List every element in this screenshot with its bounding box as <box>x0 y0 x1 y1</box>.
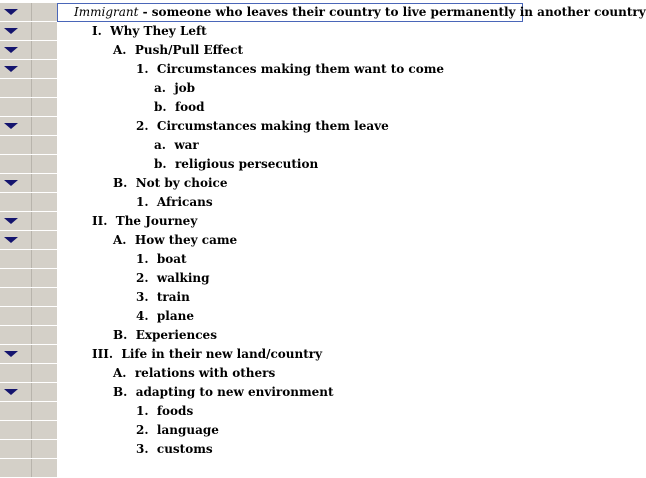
gutter-select-cell[interactable] <box>32 326 57 344</box>
row-gutter[interactable] <box>0 174 57 193</box>
outline-item-text[interactable] <box>57 307 525 326</box>
outline-row[interactable] <box>0 326 525 345</box>
outline-row[interactable] <box>0 364 525 383</box>
outline-number: A. <box>113 366 127 380</box>
gutter-select-cell[interactable] <box>32 155 57 173</box>
outline-label: How they came <box>134 233 238 247</box>
gutter-toggle-cell[interactable] <box>0 231 32 249</box>
row-gutter[interactable] <box>0 421 57 440</box>
gutter-toggle-cell[interactable] <box>0 383 32 401</box>
gutter-toggle-cell[interactable] <box>0 288 32 306</box>
outline-label: war <box>174 138 199 152</box>
outline-label: foods <box>156 404 194 418</box>
gutter-select-cell[interactable] <box>32 288 57 306</box>
outline-row[interactable] <box>0 250 525 269</box>
row-gutter[interactable] <box>0 98 57 117</box>
gutter-toggle-cell[interactable] <box>0 364 32 382</box>
collapse-triangle-icon[interactable] <box>4 47 18 53</box>
outline-label: religious persecution <box>174 157 319 171</box>
outline-row[interactable] <box>0 212 525 231</box>
collapse-triangle-icon[interactable] <box>4 218 18 224</box>
outline-row[interactable] <box>0 440 525 459</box>
spacer <box>127 366 135 380</box>
spacer <box>107 214 115 228</box>
gutter-select-cell[interactable] <box>32 41 57 59</box>
gutter-select-cell[interactable] <box>32 60 57 78</box>
outline-item-text[interactable] <box>57 402 525 421</box>
gutter-select-cell[interactable] <box>32 3 57 21</box>
gutter-toggle-cell[interactable] <box>0 212 32 230</box>
gutter-select-cell[interactable] <box>32 136 57 154</box>
gutter-toggle-cell[interactable] <box>0 402 32 420</box>
outline-label: walking <box>156 271 210 285</box>
gutter-toggle-cell[interactable] <box>0 421 32 439</box>
definition-row-text[interactable] <box>57 3 646 22</box>
outline-item-text[interactable] <box>57 117 525 136</box>
outline-number: 2. <box>136 271 149 285</box>
gutter-select-cell[interactable] <box>32 345 57 363</box>
outline-label: Circumstances making them want to come <box>156 62 445 76</box>
row-gutter[interactable] <box>0 307 57 326</box>
gutter-toggle-cell[interactable] <box>0 307 32 325</box>
outline-row[interactable] <box>0 383 525 402</box>
collapse-triangle-icon[interactable] <box>4 351 18 357</box>
collapse-triangle-icon[interactable] <box>4 9 18 15</box>
outline-row[interactable] <box>0 41 525 60</box>
gutter-select-cell[interactable] <box>32 98 57 116</box>
outline-item-text[interactable] <box>57 212 525 231</box>
outline-row[interactable] <box>0 421 525 440</box>
row-gutter[interactable] <box>0 250 57 269</box>
outline-row[interactable] <box>0 136 525 155</box>
outline-row[interactable] <box>0 174 525 193</box>
collapse-triangle-icon[interactable] <box>4 237 18 243</box>
outline-number: 1. <box>136 62 149 76</box>
gutter-select-cell[interactable] <box>32 269 57 287</box>
row-gutter[interactable] <box>0 22 57 41</box>
gutter-toggle-cell[interactable] <box>0 440 32 458</box>
gutter-select-cell[interactable] <box>32 250 57 268</box>
spacer <box>149 404 157 418</box>
outline-number: III. <box>92 347 114 361</box>
collapse-triangle-icon[interactable] <box>4 389 18 395</box>
collapse-triangle-icon[interactable] <box>4 180 18 186</box>
defined-term: Immigrant <box>74 5 139 19</box>
outline-item-text[interactable] <box>57 269 525 288</box>
outline-number: b. <box>154 157 167 171</box>
outline-label: Africans <box>156 195 213 209</box>
gutter-select-cell[interactable] <box>32 383 57 401</box>
outline-label: Life in their new land/country <box>121 347 323 361</box>
gutter-select-cell[interactable] <box>32 364 57 382</box>
spacer <box>149 309 157 323</box>
gutter-select-cell[interactable] <box>32 174 57 192</box>
row-gutter[interactable] <box>0 383 57 402</box>
gutter-select-cell[interactable] <box>32 212 57 230</box>
spacer <box>149 442 157 456</box>
spacer <box>149 62 157 76</box>
spacer <box>127 328 135 342</box>
outline-row[interactable] <box>0 402 525 421</box>
outline-item-text[interactable] <box>57 383 525 402</box>
outline-label: Why They Left <box>110 24 207 38</box>
gutter-select-cell[interactable] <box>32 22 57 40</box>
outline-number: 1. <box>136 195 149 209</box>
gutter-select-cell[interactable] <box>32 421 57 439</box>
outline-label: language <box>156 423 219 437</box>
row-gutter[interactable] <box>0 345 57 364</box>
row-gutter[interactable] <box>0 3 57 22</box>
row-gutter[interactable] <box>0 212 57 231</box>
outline-row[interactable] <box>0 193 525 212</box>
gutter-toggle-cell[interactable] <box>0 155 32 173</box>
spacer <box>149 290 157 304</box>
row-gutter[interactable] <box>0 269 57 288</box>
outline-item-text[interactable] <box>57 79 525 98</box>
outline-number: a. <box>154 138 166 152</box>
spacer <box>149 423 157 437</box>
outline-number: B. <box>113 385 128 399</box>
spacer <box>149 119 157 133</box>
row-gutter[interactable] <box>0 79 57 98</box>
outline-row[interactable] <box>0 79 525 98</box>
gutter-toggle-cell[interactable] <box>0 3 32 21</box>
gutter-select-cell[interactable] <box>32 402 57 420</box>
spacer <box>102 24 110 38</box>
row-gutter[interactable] <box>0 440 57 459</box>
spacer <box>127 176 135 190</box>
outline-item-text[interactable] <box>57 193 525 212</box>
spacer <box>149 252 157 266</box>
row-gutter[interactable] <box>0 117 57 136</box>
outline-item-text[interactable] <box>57 60 525 79</box>
gutter-select-cell[interactable] <box>32 79 57 97</box>
row-gutter[interactable] <box>0 326 57 345</box>
outline-item-text[interactable] <box>57 459 525 478</box>
outline-number: a. <box>154 81 166 95</box>
outline-row[interactable] <box>0 98 525 117</box>
outline-label: relations with others <box>134 366 276 380</box>
spacer <box>127 233 135 247</box>
row-gutter[interactable] <box>0 155 57 174</box>
outline-number: 1. <box>136 252 149 266</box>
outline-row[interactable] <box>0 60 525 79</box>
outline-item-text[interactable] <box>57 174 525 193</box>
outline-row[interactable] <box>0 269 525 288</box>
spacer <box>167 100 175 114</box>
outline-item-text[interactable] <box>57 288 525 307</box>
collapse-triangle-icon[interactable] <box>4 66 18 72</box>
outline-label: The Journey <box>115 214 198 228</box>
outline-item-text[interactable] <box>57 136 525 155</box>
gutter-toggle-cell[interactable] <box>0 269 32 287</box>
row-gutter[interactable] <box>0 364 57 383</box>
row-gutter[interactable] <box>0 459 57 478</box>
gutter-select-cell[interactable] <box>32 231 57 249</box>
gutter-select-cell[interactable] <box>32 459 57 477</box>
outline-row[interactable] <box>0 459 525 478</box>
outline-label: boat <box>156 252 187 266</box>
outline-number: 2. <box>136 119 149 133</box>
gutter-toggle-cell[interactable] <box>0 79 32 97</box>
gutter-select-cell[interactable] <box>32 117 57 135</box>
row-gutter[interactable] <box>0 136 57 155</box>
gutter-toggle-cell[interactable] <box>0 22 32 40</box>
gutter-toggle-cell[interactable] <box>0 98 32 116</box>
row-gutter[interactable] <box>0 231 57 250</box>
outline-label: Push/Pull Effect <box>134 43 243 57</box>
outline-number: 1. <box>136 404 149 418</box>
outline-number: b. <box>154 100 167 114</box>
outline-label: adapting to new environment <box>135 385 334 399</box>
outline-item-text[interactable] <box>57 421 525 440</box>
gutter-toggle-cell[interactable] <box>0 459 32 477</box>
spacer <box>127 43 135 57</box>
outline-label: train <box>156 290 190 304</box>
gutter-toggle-cell[interactable] <box>0 136 32 154</box>
outline-row[interactable] <box>0 155 525 174</box>
row-gutter[interactable] <box>0 60 57 79</box>
outline-number: 2. <box>136 423 149 437</box>
outline-item-text[interactable] <box>57 250 525 269</box>
spacer <box>149 195 157 209</box>
row-gutter[interactable] <box>0 193 57 212</box>
outline-item-text[interactable] <box>57 231 525 250</box>
gutter-select-cell[interactable] <box>32 307 57 325</box>
outline-row[interactable] <box>0 307 525 326</box>
outline-row[interactable] <box>0 3 646 22</box>
gutter-toggle-cell[interactable] <box>0 345 32 363</box>
outline-label: Circumstances making them leave <box>156 119 389 133</box>
outline-number: 4. <box>136 309 149 323</box>
outline-label: Not by choice <box>135 176 228 190</box>
gutter-toggle-cell[interactable] <box>0 174 32 192</box>
row-gutter[interactable] <box>0 41 57 60</box>
gutter-toggle-cell[interactable] <box>0 117 32 135</box>
gutter-select-cell[interactable] <box>32 193 57 211</box>
gutter-select-cell[interactable] <box>32 440 57 458</box>
outline-number: B. <box>113 176 128 190</box>
collapse-triangle-icon[interactable] <box>4 28 18 34</box>
outline-item-text[interactable] <box>57 326 525 345</box>
gutter-toggle-cell[interactable] <box>0 193 32 211</box>
outline-row[interactable] <box>0 345 525 364</box>
spacer <box>127 385 135 399</box>
row-gutter[interactable] <box>0 288 57 307</box>
gutter-toggle-cell[interactable] <box>0 60 32 78</box>
outline-number: A. <box>113 43 127 57</box>
outline-item-text[interactable] <box>57 155 525 174</box>
outline-item-text[interactable] <box>57 98 525 117</box>
outline-item-text[interactable] <box>57 364 525 383</box>
row-gutter[interactable] <box>0 402 57 421</box>
outline-number: B. <box>113 328 128 342</box>
outline-label: Experiences <box>135 328 217 342</box>
outline-label: job <box>174 81 196 95</box>
outline-row[interactable] <box>0 22 525 41</box>
spacer <box>149 271 157 285</box>
outline-label: plane <box>156 309 194 323</box>
outline-number: A. <box>113 233 127 247</box>
outline-row[interactable] <box>0 288 525 307</box>
gutter-toggle-cell[interactable] <box>0 250 32 268</box>
outline-view <box>0 3 646 478</box>
gutter-toggle-cell[interactable] <box>0 41 32 59</box>
outline-number: II. <box>92 214 108 228</box>
outline-item-text[interactable] <box>57 345 525 364</box>
term-definition: - someone who leaves their country to live permanently in another country <box>138 5 646 19</box>
spacer <box>167 157 175 171</box>
outline-item-text[interactable] <box>57 22 525 41</box>
outline-row[interactable] <box>0 231 525 250</box>
outline-row[interactable] <box>0 117 525 136</box>
outline-label: food <box>174 100 205 114</box>
outline-item-text[interactable] <box>57 41 525 60</box>
outline-number: 3. <box>136 442 149 456</box>
outline-label: customs <box>156 442 213 456</box>
outline-number: 3. <box>136 290 149 304</box>
outline-number: I. <box>92 24 102 38</box>
gutter-toggle-cell[interactable] <box>0 326 32 344</box>
outline-item-text[interactable] <box>57 440 525 459</box>
collapse-triangle-icon[interactable] <box>4 123 18 129</box>
